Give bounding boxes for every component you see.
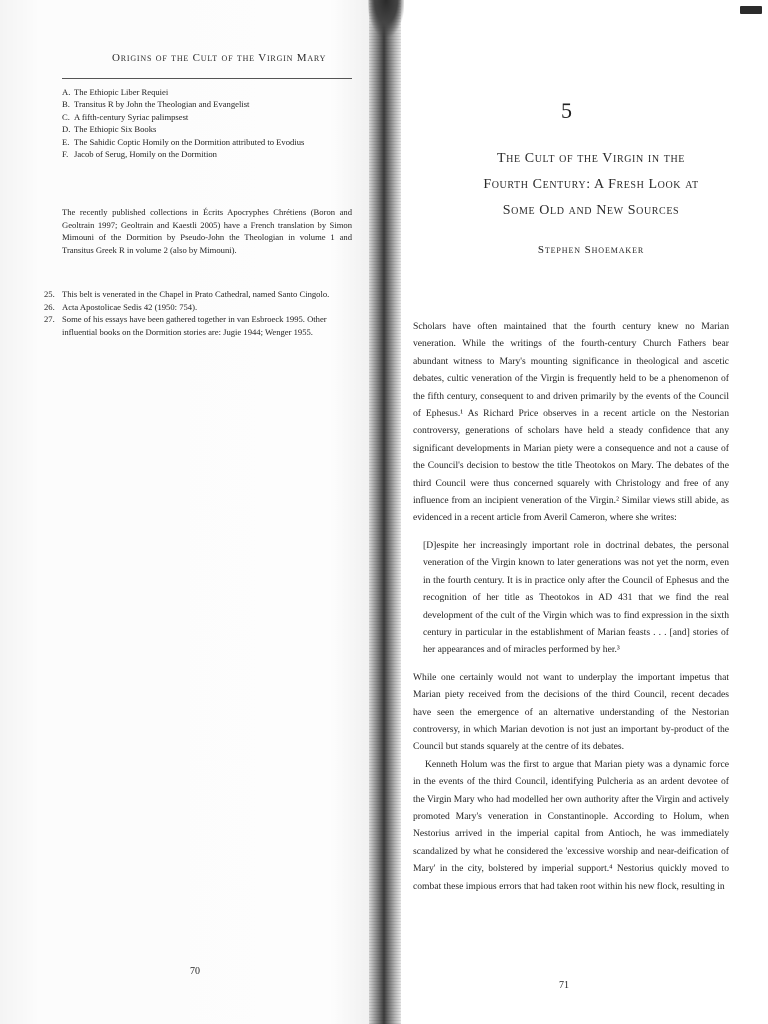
body-paragraph: Kenneth Holum was the first to argue that Marian piety was a dynamic force in the events of the third Council, identifying Pulcheria as an ardent devotee of the Virgin Mary who had modelled her own authority after the Virgin and actively promoted Mary's veneration in Constantinople. According to Holum, when Nestorius arrived in the imperial capital from Antioch, he was immediately scandalized by what he considered the 'excessive worship and near-deification of Mary' in the city, bolstered by imperial support.⁴ Nestorius quickly moved to combat these impious errors that had taken root within his new flock, resulting in	[413, 758, 729, 892]
sigla-item	[62, 123, 352, 135]
sigla-source: Transitus R by John the Theologian and Evangelist	[74, 99, 250, 110]
right-page	[401, 0, 768, 1024]
sigla-key: E.	[62, 136, 70, 147]
sigla-item	[62, 111, 352, 123]
note-paragraph: The recently published collections in Écrits Apocryphes Chrétiens (Boron and Geoltrain 1997; Geoltrain and Kaestli 2005) have a French translation by Simon Mimouni of the Dormition by Pseudo-John the Theologian in volume 1 and Transitus Greek R in volume 2 (also by Mimouni).	[62, 207, 352, 255]
endnote-text: Acta Apostolicae Sedis 42 (1950: 754).	[62, 301, 198, 312]
chapter-number: 5	[561, 98, 572, 123]
endnotes-list	[44, 288, 354, 338]
sigla-source: The Ethiopic Liber Requiei	[74, 87, 169, 97]
sigla-source: The Ethiopic Six Books	[74, 124, 157, 135]
chapter-title-line: Fourth Century: A Fresh Look at	[483, 177, 699, 192]
sigla-key: F.	[62, 149, 69, 160]
chapter-title	[441, 146, 741, 224]
manuscript-sigla-list	[62, 86, 352, 160]
left-page	[0, 0, 369, 1024]
chapter-body	[413, 318, 729, 895]
sigla-item	[62, 136, 352, 148]
book-gutter	[369, 0, 401, 1024]
endnote	[44, 313, 354, 338]
body-paragraph: While one certainly would not want to underplay the important impetus that Marian piety received from the decisions of the third Council, recent decades have seen the emergence of an alternative understanding of the Nestorian controversy, in which Marian devotion is not just an important by-product of the Council but stands squarely at the centre of its debates.	[413, 671, 729, 753]
sigla-item	[62, 98, 352, 110]
page-number-right: 71	[559, 980, 569, 991]
running-head: Origins of the Cult of the Virgin Mary	[112, 52, 327, 64]
chapter-author: Stephen Shoemaker	[537, 244, 645, 256]
chapter-title-line: Some Old and New Sources	[502, 203, 680, 218]
endnote-number: 27.	[44, 314, 55, 325]
gutter-shadow	[368, 0, 404, 36]
sigla-key: A.	[62, 87, 71, 97]
endnote-number: 25.	[44, 289, 55, 299]
endnote	[44, 288, 354, 301]
sigla-item	[62, 148, 352, 160]
chapter-title-line: The Cult of the Virgin in the	[497, 151, 685, 166]
endnote	[44, 301, 354, 314]
sigla-key: D.	[62, 124, 71, 135]
corner-mark	[740, 6, 762, 14]
header-rule	[62, 78, 352, 79]
sigla-source: A fifth-century Syriac palimpsest	[74, 111, 189, 122]
body-paragraph: Scholars have often maintained that the fourth century knew no Marian veneration. While the writings of the fourth-century Church Fathers bear abundant witness to Mary's mounting significance in theological and ascetic debates, cultic veneration of the Virgin is frequently held to be a phenomenon of the fifth century, consequent to and driven primarily by the events of the Council of Ephesus.¹ As Richard Price observes in a recent article on the Nestorian controversy, generations of scholars have held a steady confidence that any significant developments in Marian piety were a consequence and not a cause of the Council's decision to bestow the title Theotokos on Mary. The debates of the third Council were thus concerned squarely with Christology and free of any influence from an incipient veneration of the Virgin.² Similar views still abide, as evidenced in a recent article from Averil Cameron, where she writes:	[413, 321, 729, 524]
endnote-text: This belt is venerated in the Chapel in Prato Cathedral, named Santo Cingolo.	[62, 289, 330, 299]
sigla-source: Jacob of Serug, Homily on the Dormition	[74, 149, 217, 160]
block-quote: [D]espite her increasingly important role in doctrinal debates, the personal veneration of the Virgin known to later generations was not yet the norm, even in the fourth century. It is in practice only after the Council of Ephesus and the recognition of her title as Theotokos in AD 431 that we find the real development of the cult of the Virgin which was to find expression in the sixth century in particular in the establishment of Marian feasts . . . [and] stories of her appearances and of miracles performed by her.³	[423, 539, 729, 656]
sigla-source: The Sahidic Coptic Homily on the Dormition attributed to Evodius	[74, 136, 305, 147]
page-number-left: 70	[190, 966, 200, 977]
sigla-key: B.	[62, 99, 70, 110]
sigla-item	[62, 86, 352, 98]
endnote-number: 26.	[44, 301, 55, 312]
sigla-key: C.	[62, 111, 70, 122]
endnote-text: Some of his essays have been gathered together in van Esbroeck 1995. Other influential books on the Dormition stories are: Jugie 1944; Wenger 1955.	[62, 314, 327, 337]
